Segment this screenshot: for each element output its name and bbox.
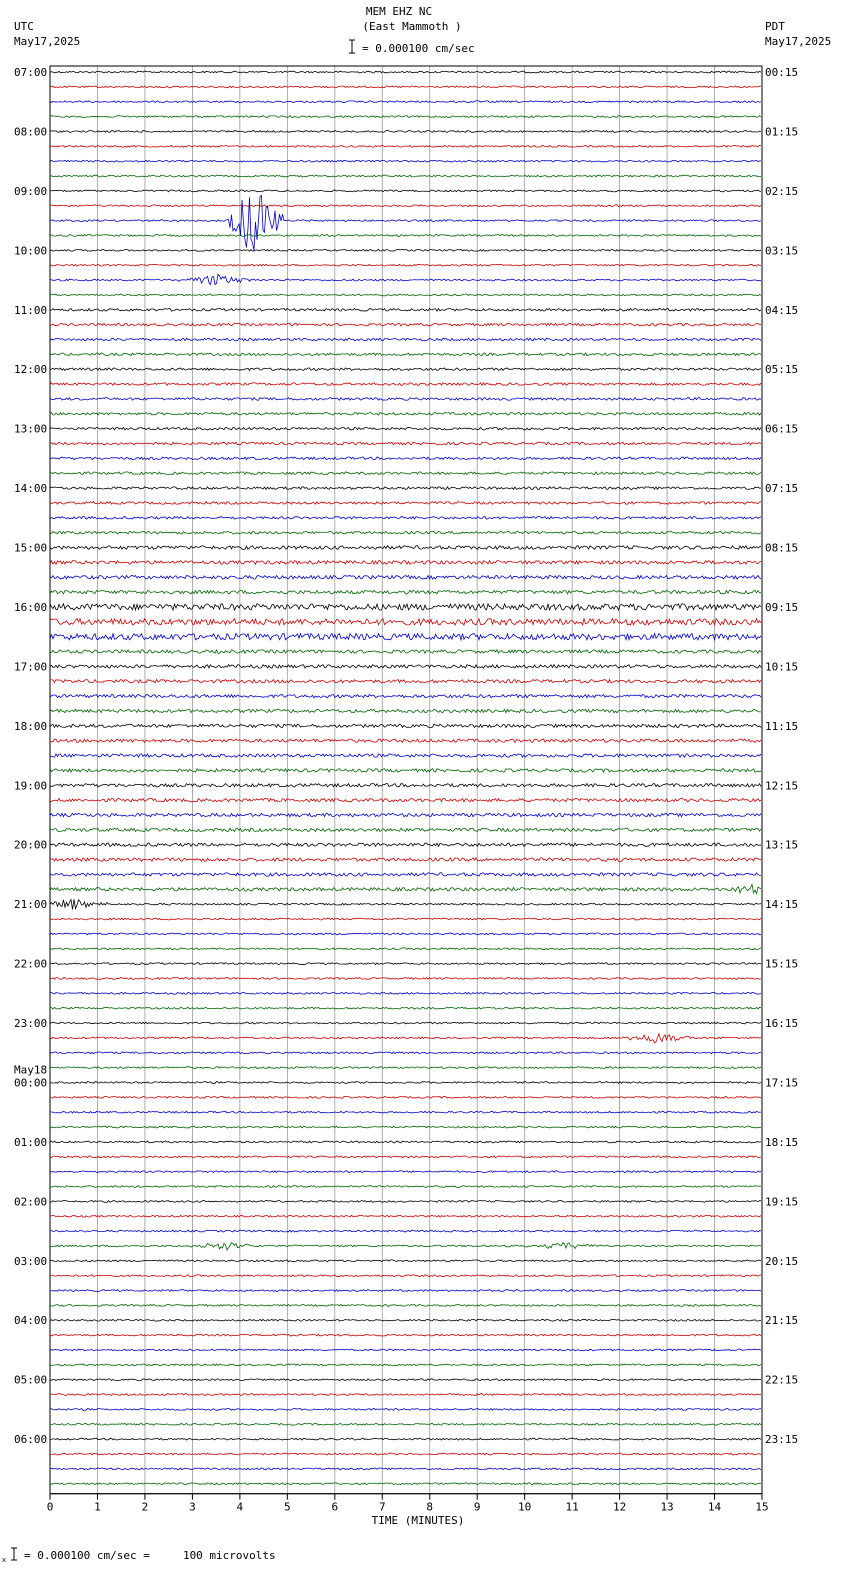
traces — [50, 71, 761, 1485]
footer-scale-bar-icon — [11, 1548, 17, 1560]
x-tick-label: 4 — [236, 1500, 244, 1514]
left-time-label: 02:00 — [14, 1195, 48, 1209]
trace-line — [50, 398, 761, 401]
right-timezone: PDT — [765, 20, 785, 33]
right-date: May17,2025 — [765, 35, 832, 48]
trace-line — [50, 160, 761, 162]
right-time-label: 00:15 — [765, 66, 799, 79]
trace-line — [50, 784, 761, 787]
right-time-label: 22:15 — [765, 1373, 799, 1387]
trace-line — [50, 101, 761, 103]
trace-line — [50, 899, 761, 909]
trace-line — [50, 575, 761, 579]
trace-line — [50, 457, 761, 460]
left-time-label: 06:00 — [14, 1433, 48, 1447]
station-location: (East Mammoth ) — [362, 20, 462, 33]
footer — [2, 1548, 276, 1564]
trace-line — [50, 1111, 761, 1113]
station-title: MEM EHZ NC — [365, 5, 433, 18]
trace-line — [50, 1423, 761, 1425]
trace-line — [50, 531, 761, 534]
x-axis-label: TIME (MINUTES) — [371, 1514, 465, 1527]
right-time-label: 19:15 — [765, 1195, 799, 1209]
trace-line — [50, 1379, 761, 1381]
trace-line — [50, 264, 761, 266]
left-time-labels — [14, 66, 47, 1446]
left-time-label: 20:00 — [14, 838, 48, 852]
trace-line — [50, 502, 761, 505]
left-time-label: 07:00 — [14, 66, 48, 79]
trace-line — [50, 619, 761, 625]
x-tick-label: 7 — [378, 1500, 386, 1514]
left-time-label: 04:00 — [14, 1314, 48, 1328]
trace-line — [50, 1230, 761, 1232]
trace-line — [50, 442, 761, 445]
trace-line — [50, 517, 761, 520]
trace-line — [50, 294, 761, 296]
x-tick-label: 5 — [284, 1500, 291, 1514]
trace-line — [50, 1409, 761, 1411]
trace-line — [50, 590, 761, 594]
trace-line — [50, 383, 761, 386]
trace-line — [50, 948, 761, 950]
right-time-label: 05:15 — [765, 363, 799, 377]
trace-line — [50, 1468, 761, 1470]
trace-line — [50, 323, 761, 326]
left-time-label: 21:00 — [14, 898, 48, 912]
left-time-label: 15:00 — [14, 541, 48, 555]
x-tick-label: 3 — [189, 1500, 196, 1514]
trace-line — [50, 933, 761, 935]
trace-line — [50, 1034, 761, 1043]
trace-line — [50, 604, 761, 610]
left-time-label: 23:00 — [14, 1017, 48, 1031]
trace-line — [50, 205, 761, 207]
trace-line — [50, 680, 761, 683]
x-tick-label: 2 — [141, 1500, 149, 1514]
trace-line — [50, 338, 761, 341]
left-time-label: 10:00 — [14, 244, 48, 258]
left-time-label: 11:00 — [14, 303, 48, 317]
right-time-label: 01:15 — [765, 125, 799, 139]
x-axis — [47, 1494, 769, 1514]
trace-line — [50, 813, 761, 816]
right-time-label: 08:15 — [765, 541, 799, 555]
trace-line — [50, 71, 761, 73]
right-time-labels — [765, 66, 798, 1446]
trace-line — [50, 546, 761, 550]
trace-line — [50, 487, 761, 490]
right-time-label: 12:15 — [765, 779, 799, 793]
trace-line — [50, 754, 761, 757]
trace-line — [50, 1349, 761, 1351]
trace-line — [50, 190, 761, 192]
right-time-label: 13:15 — [765, 838, 799, 852]
trace-line — [50, 274, 761, 284]
left-timezone: UTC — [14, 20, 34, 33]
left-date-label: May18 — [14, 1063, 48, 1077]
trace-line — [50, 1453, 761, 1455]
trace-line — [50, 1201, 761, 1203]
left-time-label: 08:00 — [14, 125, 48, 139]
trace-line — [50, 1438, 761, 1440]
left-time-label: 22:00 — [14, 957, 48, 971]
trace-line — [50, 353, 761, 356]
trace-line — [50, 828, 761, 831]
trace-line — [50, 1141, 761, 1143]
footer-marker: x — [2, 1556, 7, 1564]
left-time-label: 13:00 — [14, 422, 48, 436]
trace-line — [50, 1275, 761, 1277]
trace-line — [50, 665, 761, 668]
trace-line — [50, 918, 761, 920]
x-tick-label: 12 — [612, 1500, 627, 1514]
scale-bar-icon — [349, 40, 355, 53]
trace-line — [50, 798, 761, 801]
trace-line — [50, 427, 761, 430]
trace-line — [50, 709, 761, 712]
trace-line — [50, 1483, 761, 1485]
left-time-label: 16:00 — [14, 600, 48, 614]
trace-line — [50, 724, 761, 727]
trace-line — [50, 1007, 761, 1009]
trace-line — [50, 1171, 761, 1173]
left-time-label: 05:00 — [14, 1373, 48, 1387]
x-tick-label: 11 — [565, 1500, 579, 1514]
trace-line — [50, 884, 761, 893]
x-tick-label: 13 — [660, 1500, 674, 1514]
trace-line — [50, 116, 761, 118]
trace-line — [50, 858, 761, 861]
left-date: May17,2025 — [14, 35, 81, 48]
header — [14, 5, 831, 55]
right-time-label: 04:15 — [765, 303, 799, 317]
right-time-label: 03:15 — [765, 244, 799, 258]
right-time-label: 11:15 — [765, 719, 799, 733]
x-tick-label: 6 — [331, 1500, 339, 1514]
trace-line — [50, 1082, 761, 1084]
left-time-label: 18:00 — [14, 719, 48, 733]
right-time-label: 16:15 — [765, 1017, 799, 1031]
trace-line — [50, 235, 761, 237]
trace-line — [50, 1243, 761, 1251]
trace-line — [50, 843, 761, 846]
right-time-label: 18:15 — [765, 1135, 799, 1149]
left-time-label: 03:00 — [14, 1254, 48, 1268]
trace-line — [50, 873, 761, 876]
left-time-label: 17:00 — [14, 660, 48, 674]
trace-line — [50, 1126, 761, 1128]
trace-line — [50, 1260, 761, 1262]
x-tick-label: 0 — [46, 1500, 54, 1514]
left-time-label: 12:00 — [14, 363, 48, 377]
x-tick-label: 15 — [755, 1500, 769, 1514]
trace-line — [50, 650, 761, 653]
right-time-label: 20:15 — [765, 1254, 799, 1268]
trace-line — [50, 1319, 761, 1321]
trace-line — [50, 1364, 761, 1366]
right-time-label: 06:15 — [765, 422, 799, 436]
trace-line — [50, 1052, 761, 1054]
left-time-label: 00:00 — [14, 1076, 48, 1090]
left-time-label: 09:00 — [14, 184, 48, 198]
trace-line — [50, 1186, 761, 1188]
right-time-label: 07:15 — [765, 482, 799, 496]
right-time-label: 09:15 — [765, 600, 799, 614]
trace-line — [50, 131, 761, 133]
left-time-label: 14:00 — [14, 482, 48, 496]
trace-line — [50, 1215, 761, 1217]
trace-line — [50, 769, 761, 772]
trace-line — [50, 1067, 761, 1069]
trace-line — [50, 978, 761, 980]
x-tick-label: 8 — [426, 1500, 434, 1514]
right-time-label: 17:15 — [765, 1076, 799, 1090]
x-tick-label: 10 — [518, 1500, 532, 1514]
trace-line — [50, 1394, 761, 1396]
trace-line — [50, 472, 761, 475]
x-tick-label: 1 — [94, 1500, 101, 1514]
trace-line — [50, 1022, 761, 1024]
trace-line — [50, 1096, 761, 1098]
trace-line — [50, 145, 761, 147]
right-time-label: 14:15 — [765, 898, 799, 912]
footer-scale-note: = 0.000100 cm/sec = 100 microvolts — [24, 1549, 276, 1562]
x-tick-label: 9 — [473, 1500, 481, 1514]
left-time-label: 01:00 — [14, 1135, 48, 1149]
trace-line — [50, 634, 761, 640]
x-tick-label: 14 — [707, 1500, 722, 1514]
trace-line — [50, 413, 761, 416]
trace-line — [50, 175, 761, 177]
trace-line — [50, 963, 761, 965]
trace-line — [50, 1305, 761, 1307]
trace-line — [50, 249, 761, 251]
trace-line — [50, 309, 761, 312]
right-time-label: 21:15 — [765, 1314, 799, 1328]
trace-line — [50, 196, 761, 251]
right-time-label: 15:15 — [765, 957, 799, 971]
right-time-label: 23:15 — [765, 1433, 799, 1447]
trace-line — [50, 1334, 761, 1336]
right-time-label: 02:15 — [765, 184, 799, 198]
trace-line — [50, 1290, 761, 1292]
trace-line — [50, 694, 761, 697]
scale-label: = 0.000100 cm/sec — [362, 42, 475, 55]
trace-line — [50, 992, 761, 994]
trace-line — [50, 86, 761, 88]
left-time-label: 19:00 — [14, 779, 48, 793]
trace-line — [50, 739, 761, 742]
trace-line — [50, 368, 761, 371]
trace-line — [50, 1156, 761, 1158]
trace-line — [50, 561, 761, 565]
right-time-label: 10:15 — [765, 660, 799, 674]
